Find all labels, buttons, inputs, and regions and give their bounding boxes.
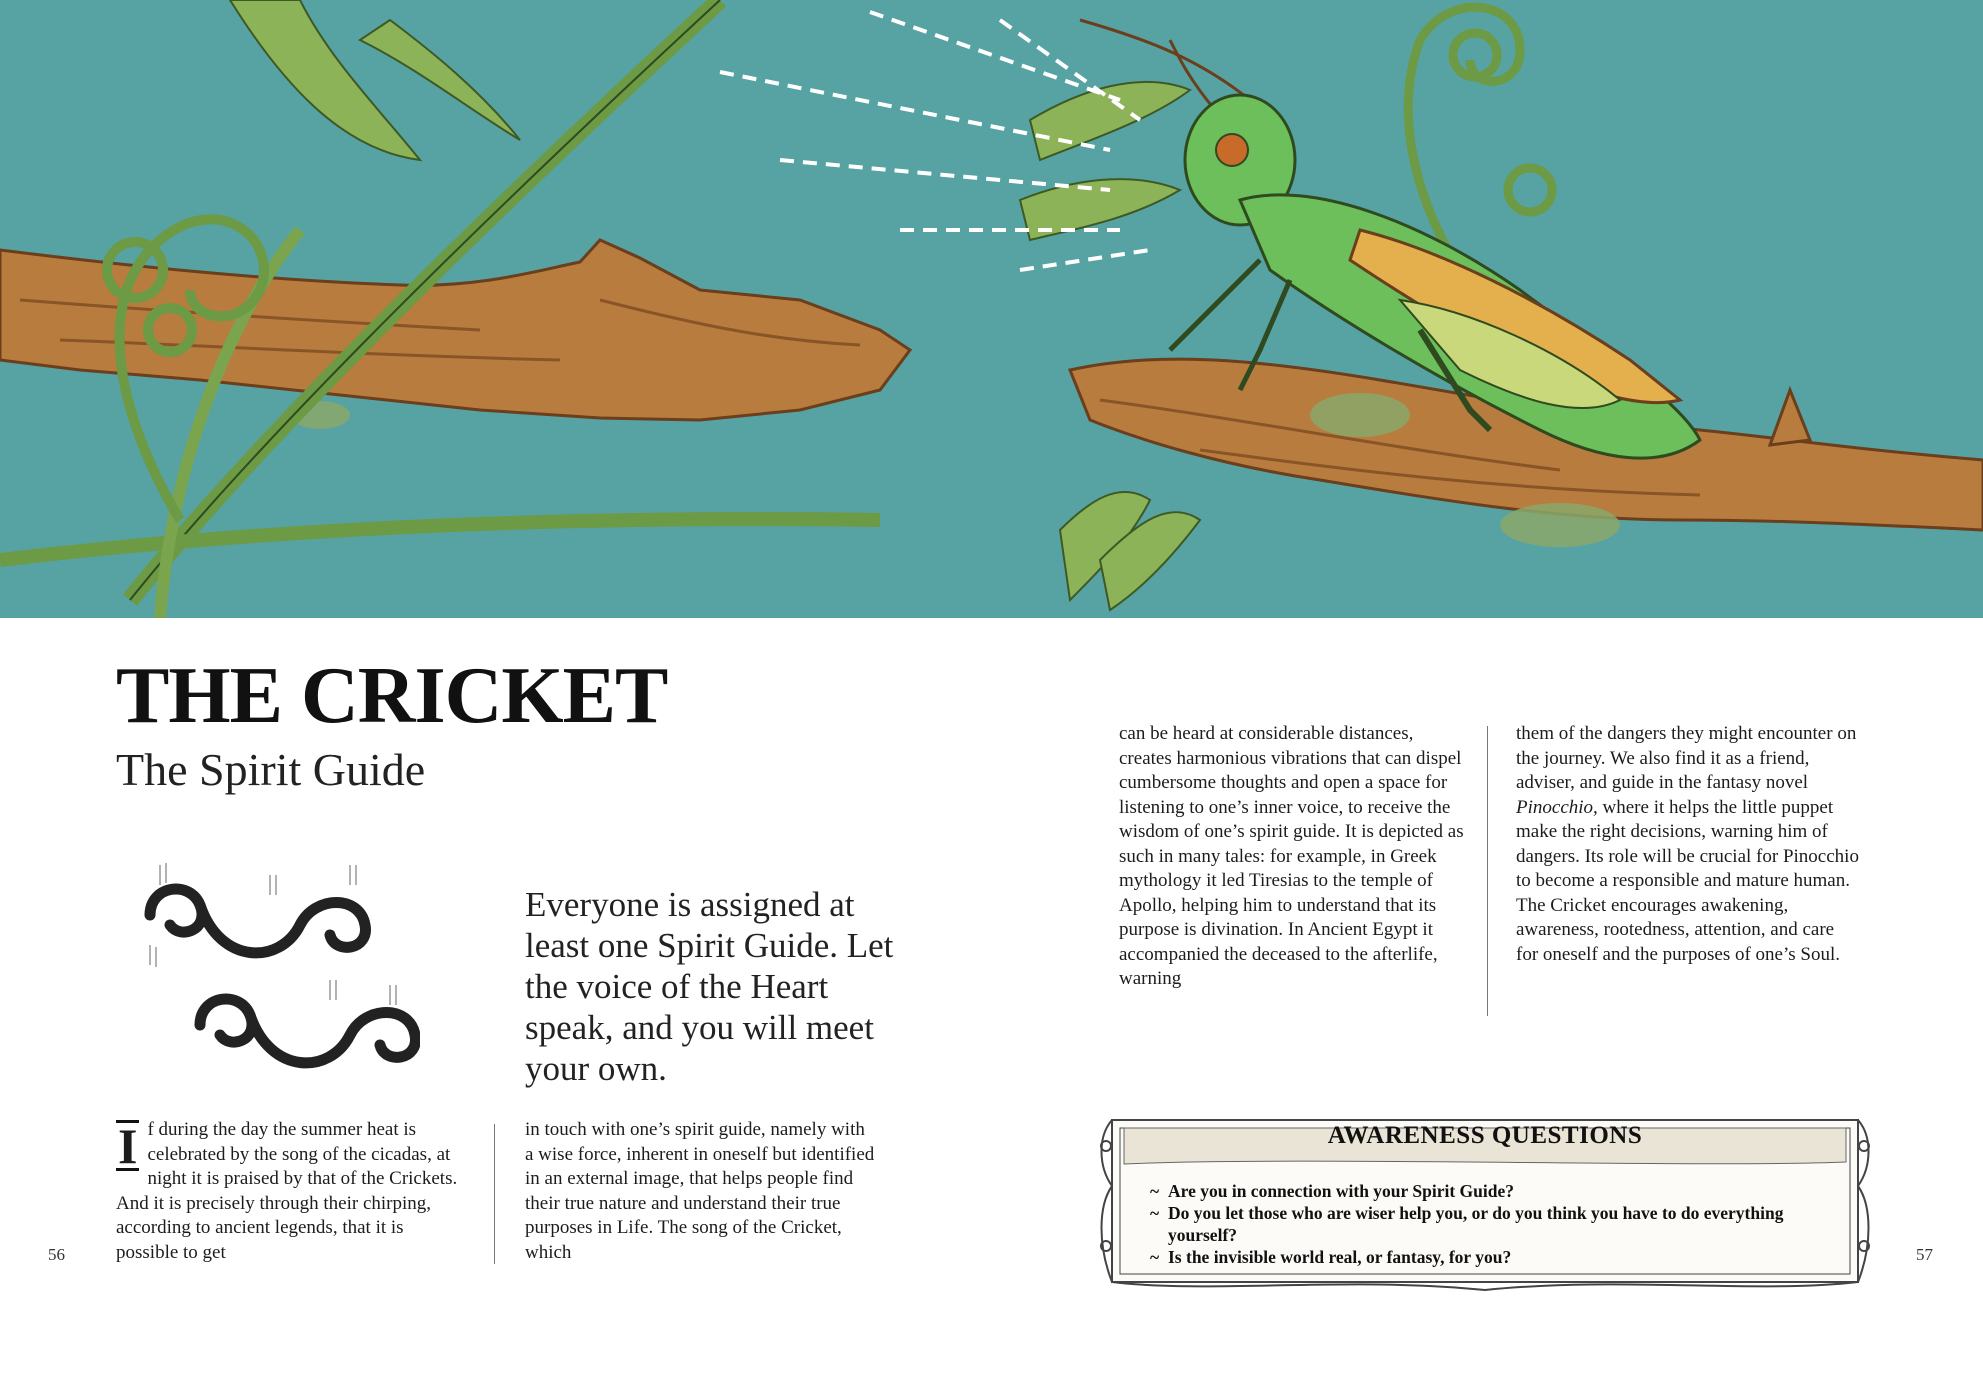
drop-cap: I (118, 1118, 138, 1174)
awareness-questions-box (1094, 1106, 1876, 1296)
bullet: ~ (1150, 1247, 1160, 1267)
list-item: ~ Is the invisible world real, or fantasy, for you? (1150, 1247, 1512, 1267)
bullet: ~ (1150, 1203, 1160, 1223)
body-text-1: f during the day the summer heat is celebrated by the song of the cicadas, at night it is praised by that of the Crickets. And it is precisely through their chirping, according to ancient legends, that it is possible to get (116, 1119, 458, 1263)
body-text-3: can be heard at considerable distances, creates harmonious vibrations that can dispel cumbersome thoughts and open a space for listening to one’s inner voice, to receive the wisdom of one’s spirit guide. It is depicted as such in many tales: for example, in Greek mythology it led Tiresias to the temple of Apollo, helping him to understand that its purpose is divination. In Ancient Egypt it accompanied the deceased to the afterlife, warning (1119, 723, 1464, 989)
awareness-questions-list (1150, 1180, 1830, 1268)
page-number-right: 57 (1916, 1245, 1933, 1264)
list-item: ~ Are you in connection with your Spirit Guide? (1150, 1181, 1514, 1201)
page-title: THE CRICKET (116, 652, 668, 740)
bullet: ~ (1150, 1181, 1160, 1201)
awareness-questions-title: AWARENESS QUESTIONS (1327, 1122, 1643, 1149)
body-text-4: them of the dangers they might encounter on the journey. We also find it as a friend, adviser, and guide in the fantasy novel Pinocchio, where it helps the little puppet make the right decisions, warning him of dangers. Its role will be crucial for Pinocchio to become a responsible and mature human. The Cricket encourages awakening, awareness, rootedness, attention, and care for oneself and the purposes of one’s Soul. (1516, 723, 1859, 965)
body-column-3 (1119, 722, 1464, 992)
spiral-symbol-icon (120, 855, 420, 1095)
body-column-2 (525, 1118, 875, 1265)
body-column-1 (116, 1118, 461, 1265)
page-number-left: 56 (48, 1245, 65, 1264)
pull-quote: Everyone is assigned at least one Spirit Guide. Let the voice of the Heart speak, and you will meet your own. (525, 885, 894, 1088)
cricket-illustration (0, 0, 1983, 618)
column-divider (1487, 726, 1488, 1016)
list-item: ~ Do you let those who are wiser help you, or do you think you have to do everything yourself? (1150, 1203, 1784, 1245)
column-divider (494, 1124, 495, 1264)
body-column-4 (1516, 722, 1861, 967)
body-text-2: in touch with one’s spirit guide, namely with a wise force, inherent in oneself but identified in an external image, that helps people find their true nature and understand their true purposes in Life. The song of the Cricket, which (525, 1119, 875, 1263)
page-subtitle: The Spirit Guide (116, 744, 426, 795)
illustration-artwork (0, 0, 1983, 618)
